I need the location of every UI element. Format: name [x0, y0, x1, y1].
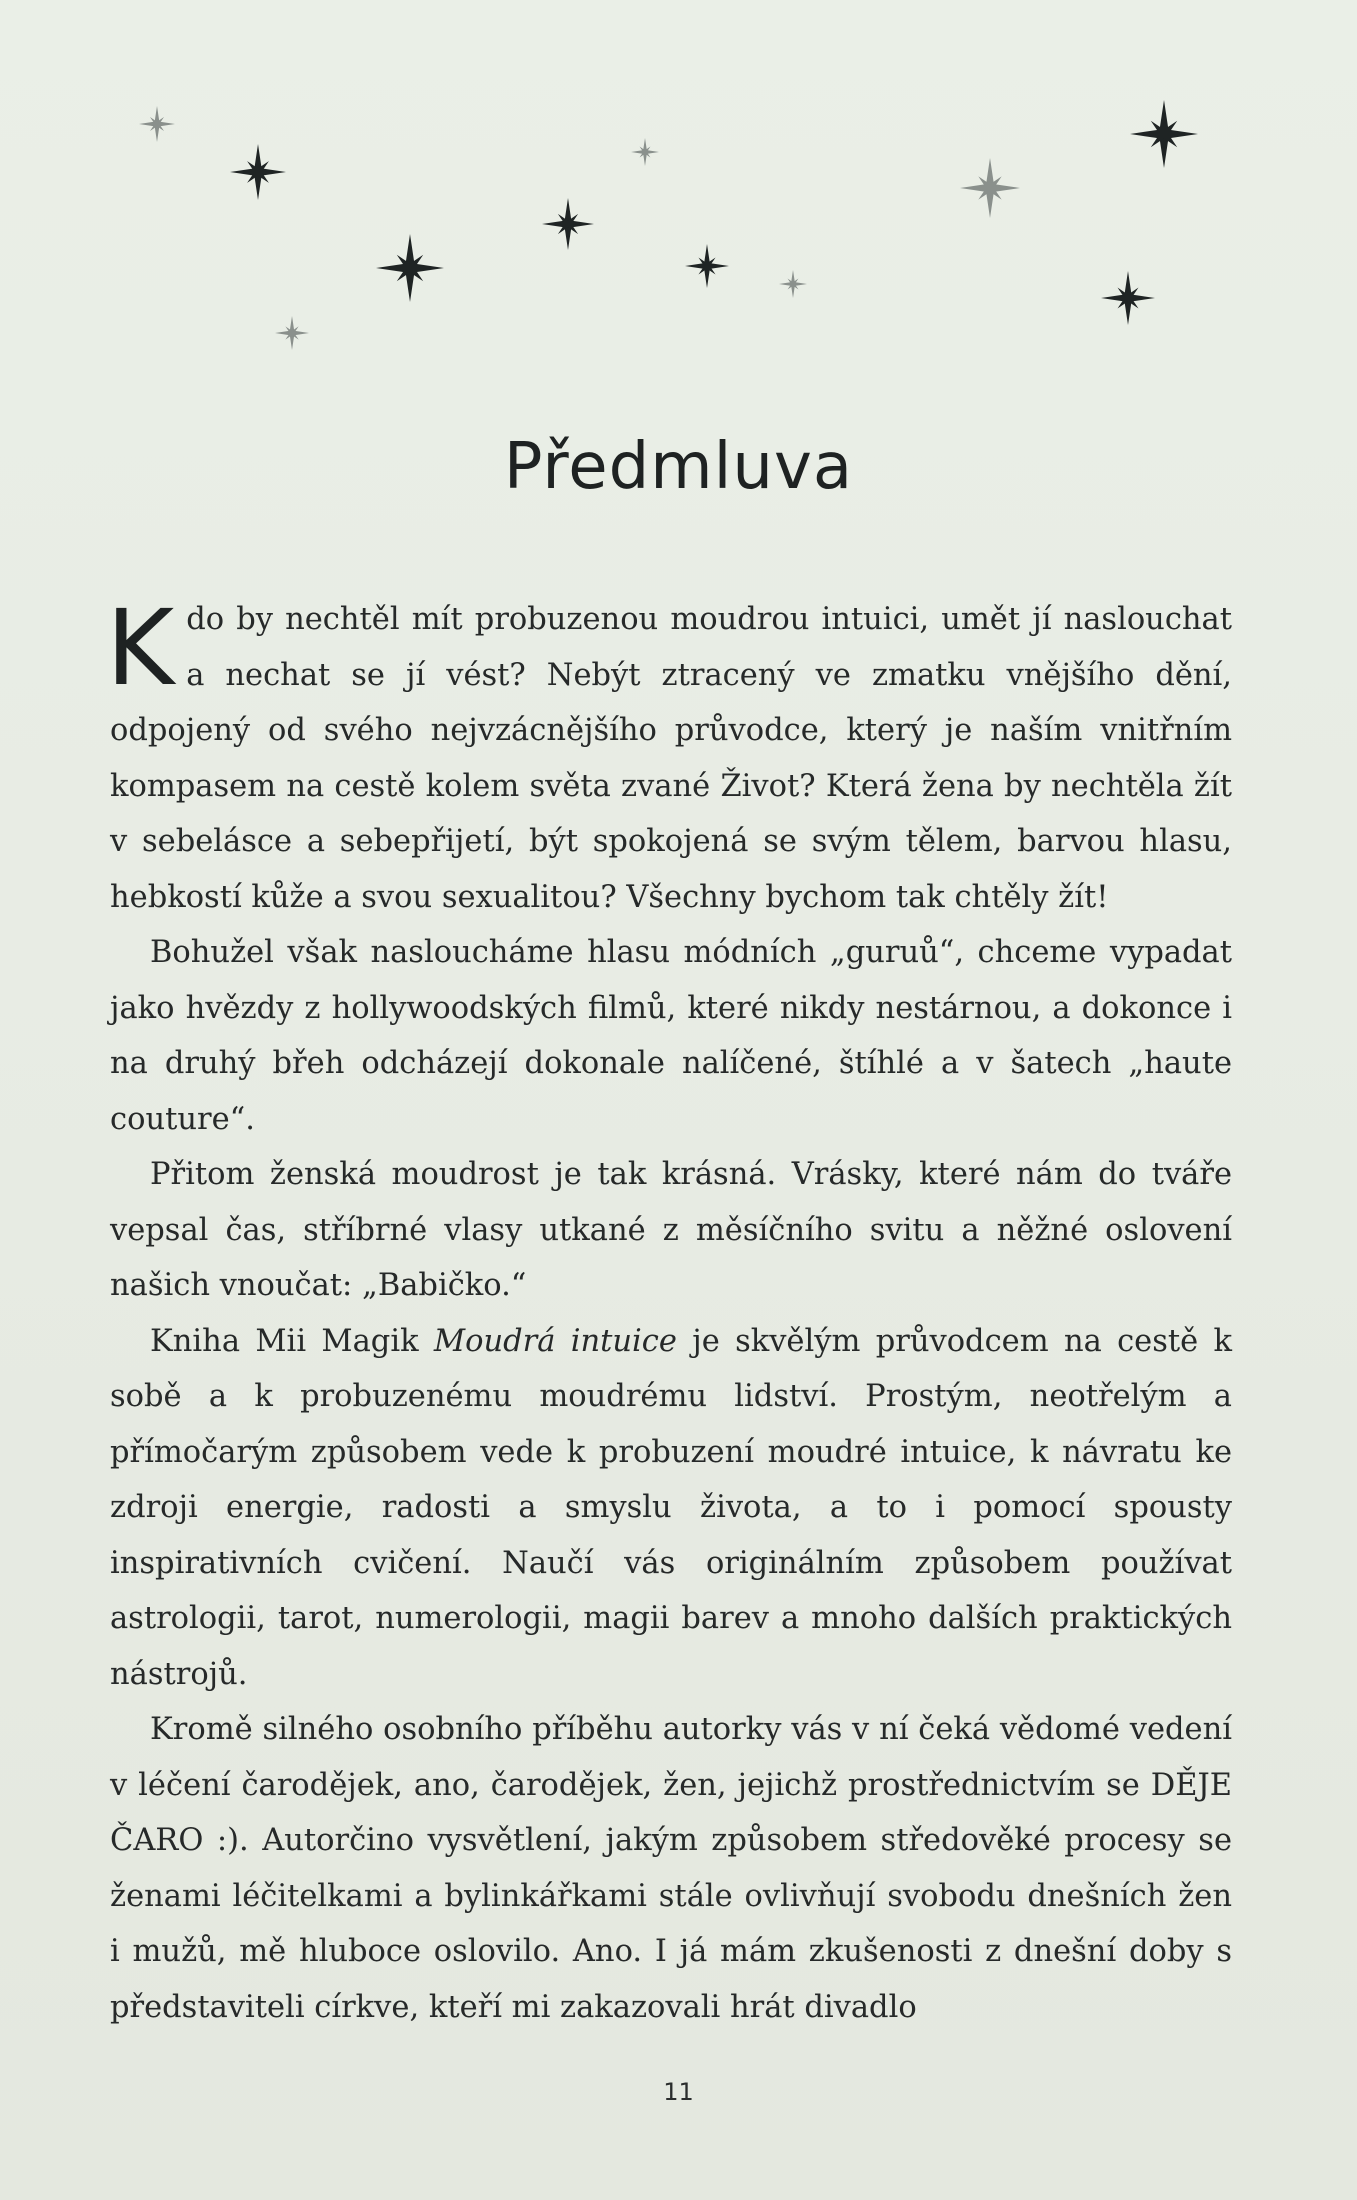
sparkle-star-icon — [685, 244, 729, 288]
paragraph-4-text-after: je skvělým průvodcem na cestě k sobě a k probuzenému moudrému lidství. Prostým, neotřelým a přímočarým způsobem vede k probuzení moudré intuice, k návratu ke zdroji energie, radosti a smyslu života, a to i pomocí spousty inspirativních cvičení. Naučí vás originálním způsobem používat astrologii, tarot, numerologii, magii barev a mnoho dalších praktických nástrojů. — [110, 1323, 1232, 1692]
sparkle-star-icon — [376, 234, 444, 302]
page-number: 11 — [663, 2078, 694, 2106]
sparkle-star-icon — [631, 138, 659, 166]
dropcap: K — [106, 587, 175, 709]
sparkle-star-icon — [230, 144, 286, 200]
sparkle-star-icon — [275, 316, 309, 350]
sparkle-star-icon — [542, 198, 594, 250]
body-text — [106, 587, 1232, 2035]
sparkle-star-icon — [779, 270, 807, 298]
paragraph-3: Přitom ženská moudrost je tak krásná. Vrásky, které nám do tváře vepsal čas, stříbrné vlasy utkané z měsíčního svitu a něžné oslovení našich vnoučat: „Babičko.“ — [110, 1157, 1232, 1303]
paragraph-4-text-before: Kniha Mii Magik — [150, 1323, 434, 1359]
stars-decoration — [0, 0, 1357, 380]
sparkle-star-icon — [1130, 100, 1198, 168]
paragraph-1 — [106, 587, 1232, 925]
book-title-italic: Moudrá intuice — [433, 1323, 677, 1359]
sparkle-star-icon — [960, 158, 1020, 218]
paragraph-4 — [110, 1314, 1232, 1703]
sparkle-star-icon — [139, 106, 175, 142]
sparkle-star-icon — [1101, 271, 1155, 325]
paragraph-2: Bohužel však nasloucháme hlasu módních „guruů“, chceme vypadat jako hvězdy z hollywoodských filmů, které nikdy nestárnou, a dokonce i na druhý břeh odcházejí dokonale nalíčené, štíhlé a v šatech „haute couture“. — [110, 935, 1232, 1137]
chapter-title: Předmluva — [503, 430, 854, 504]
paragraph-5: Kromě silného osobního příběhu autorky vás v ní čeká vědomé vedení v léčení čarodějek, ano, čarodějek, žen, jejichž prostřednictvím se DĚJE ČARO :). Autorčino vysvětlení, jakým způsobem středověké procesy se ženami léčitelkami a bylinkářkami stále ovlivňují svobodu dnešních žen i mužů, mě hluboce oslovilo. Ano. I já mám zkušenosti z dnešní doby s představiteli církve, kteří mi zakazovali hrát divadlo — [110, 1712, 1232, 2025]
paragraph-1-text: do by nechtěl mít probuzenou moudrou intuici, umět jí naslouchat a nechat se jí vést? Nebýt ztracený ve zmatku vnějšího dění, odpojený od svého nejvzácnějšího průvodce, který je naším vnitřním kompasem na cestě kolem světa zvané Život? Která žena by nechtěla žít v sebelásce a sebepřijetí, být spokojená se svým tělem, barvou hlasu, hebkostí kůže a svou sexualitou? Všechny bychom tak chtěly žít! — [110, 602, 1232, 915]
